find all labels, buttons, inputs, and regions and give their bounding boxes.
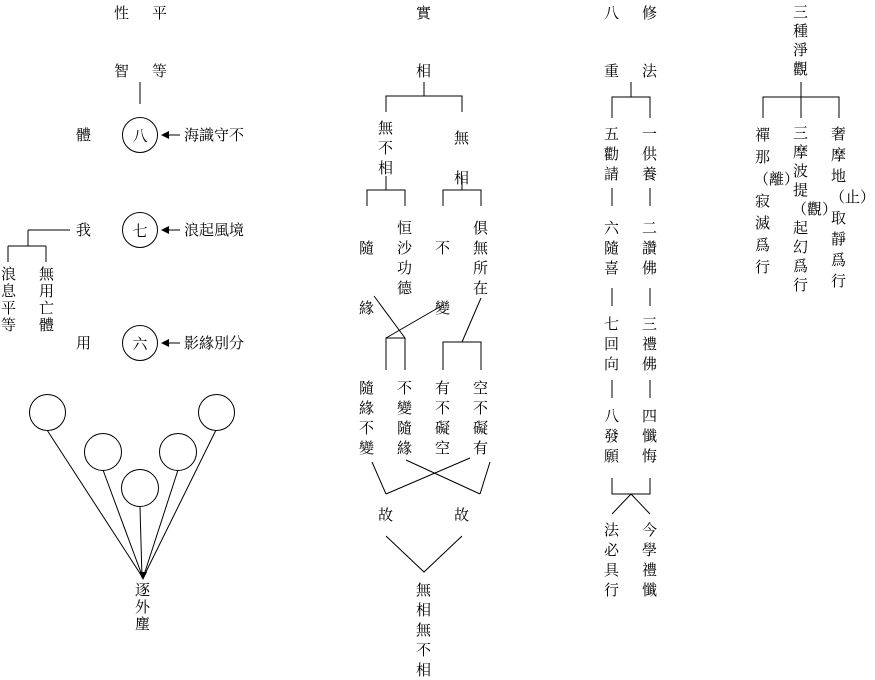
line-gu-b1	[406, 460, 480, 494]
text-left-b: 無用亡體	[38, 265, 54, 334]
circle-eight: 八	[122, 117, 158, 153]
text-zanfo: 二讚佛	[641, 219, 657, 277]
text-wuxiang-wubuxiang: 無相無不相	[415, 581, 431, 679]
text-fayuan: 八發願	[603, 407, 619, 465]
text-she-mo-di: 奢摩地（止）取靜爲行	[830, 125, 875, 290]
text-huixiang: 七回向	[603, 315, 619, 373]
line-ball3	[140, 507, 142, 578]
text-suiyuan: 隨緣	[358, 239, 374, 317]
text-wubuxiang: 無不相	[377, 119, 393, 177]
line-merge	[386, 536, 462, 572]
line-split-3b	[443, 342, 481, 370]
label-gu-right: 故	[454, 506, 470, 524]
text-san-mo-bo-ti: 三摩波提（觀）起幻爲行	[792, 124, 838, 294]
line-split-3a	[386, 338, 405, 370]
line-join-col3	[612, 478, 650, 494]
ball-1	[29, 394, 66, 431]
line-split-col3	[612, 97, 650, 118]
arrowhead-six	[161, 339, 169, 347]
circle-seven: 七	[122, 212, 158, 248]
label-xiang: 相	[416, 62, 432, 80]
text-juwu: 俱無所在	[472, 219, 488, 297]
label-ba: 八	[604, 4, 620, 22]
line-gu-a2	[386, 458, 470, 494]
line-join-left	[612, 494, 631, 514]
text-suiyuan-bubian: 隨緣不變	[358, 379, 374, 457]
note-seven: 浪起風境	[184, 221, 245, 239]
ball-3	[121, 469, 159, 507]
text-lifo: 三禮佛	[641, 315, 657, 373]
line-gu-a1	[372, 462, 386, 494]
label-ping: 平	[152, 4, 168, 22]
label-xing: 性	[114, 4, 130, 22]
text-kong-bu-ai-you: 空不礙有	[472, 379, 488, 457]
text-gongyang: 一供養	[641, 125, 657, 183]
arrowhead-eight	[161, 131, 169, 139]
ball-2	[84, 433, 122, 471]
label-zhi: 智	[114, 62, 130, 80]
text-suixi: 六隨喜	[603, 219, 619, 277]
arrowhead-seven	[161, 226, 169, 234]
text-hengsha: 恒沙功德	[396, 219, 412, 297]
ball-5	[198, 394, 235, 431]
text-outer-dust: 逐外塵	[134, 581, 150, 633]
label-fa: 法	[642, 62, 658, 80]
text-three-contemplations: 三種淨觀	[792, 3, 808, 78]
arrowhead-outer	[139, 572, 147, 580]
label-use: 用	[76, 334, 92, 352]
label-zhong: 重	[604, 62, 620, 80]
text-jinxue-lichan: 今學禮懺	[641, 521, 657, 599]
text-chanhui: 四懺悔	[641, 407, 657, 465]
text-wuxiang: 無相	[453, 129, 469, 187]
text-you-bu-ai-kong: 有不礙空	[434, 379, 450, 457]
line-cross-a	[374, 296, 405, 338]
text-bubian: 不變	[434, 239, 450, 317]
label-shi: 實	[416, 4, 432, 22]
label-deng: 等	[152, 62, 168, 80]
text-quanqing: 五勸請	[603, 125, 619, 183]
note-six: 影緣別分	[184, 334, 245, 352]
ball-4	[159, 433, 197, 471]
label-body: 體	[76, 126, 92, 144]
label-self: 我	[76, 221, 92, 239]
text-bubian-suiyuan: 不變隨緣	[396, 379, 412, 457]
line-split-1	[386, 96, 462, 112]
text-chan-na: 禪那（離）寂滅爲行	[754, 126, 800, 276]
line-join-right	[631, 494, 650, 514]
text-left-a: 浪息平等	[0, 265, 16, 334]
label-xiu: 修	[642, 4, 658, 22]
line-gu-b2	[480, 462, 490, 494]
line-split-2a	[367, 190, 405, 206]
label-gu-left: 故	[378, 506, 394, 524]
line-cross-c	[462, 298, 481, 342]
text-fabi-juxing: 法必具行	[603, 521, 619, 599]
circle-six: 六	[122, 325, 158, 361]
note-eight: 海識守不	[184, 126, 245, 144]
